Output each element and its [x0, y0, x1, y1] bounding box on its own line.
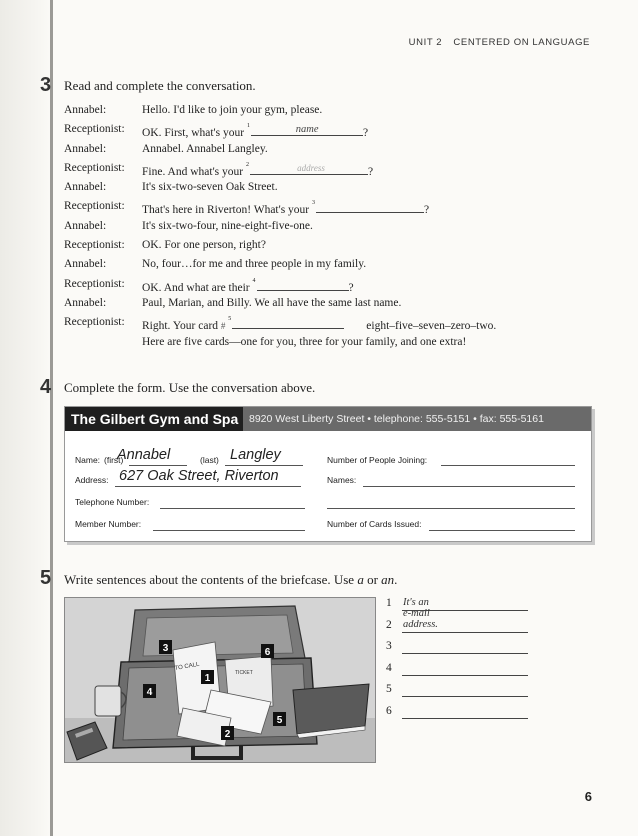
names-field-2[interactable]: [327, 507, 575, 509]
section-4-instruction: Complete the form. Use the conversation above.: [64, 380, 316, 395]
blank-number: 1: [246, 123, 250, 130]
people-joining-label: Number of People Joining:: [327, 455, 428, 465]
label-6: 6: [264, 647, 271, 658]
section-5-number: 5: [40, 567, 52, 589]
utterance-text: That's here in Riverton! What's your: [142, 204, 310, 217]
utterance: OK. For one person, right?: [142, 239, 266, 252]
ticket-text: TICKET: [235, 670, 253, 676]
telephone-label: Telephone Number:: [75, 497, 150, 507]
utterance: Paul, Marian, and Billy. We all have the same last name.: [142, 296, 402, 309]
sentence-answer: It's an e-mail address.: [403, 597, 438, 630]
sentence-blank[interactable]: [402, 718, 528, 719]
note-text: TO CALL: [174, 661, 200, 672]
form-title: The Gilbert Gym and Spa: [65, 407, 243, 431]
answer-text: name: [295, 124, 319, 136]
utterance: It's six-two-seven Oak Street.: [142, 181, 278, 194]
page-binding-shadow: [0, 0, 52, 836]
names-label: Names:: [327, 475, 357, 485]
instruction-a: a: [357, 572, 364, 587]
address-value: 627 Oak Street, Riverton: [119, 468, 279, 484]
utterance: It's six-two-four, nine-eight-five-one.: [142, 219, 313, 232]
page-number: 6: [584, 789, 592, 804]
utterance-end: ?: [367, 165, 374, 178]
running-header: [401, 37, 590, 48]
conversation: [64, 104, 524, 355]
briefcase-illustration: [64, 597, 376, 763]
speaker-label: Receptionist:: [64, 316, 125, 329]
conversation-line: [64, 181, 524, 200]
utterance: [142, 200, 429, 216]
answer-blank-5[interactable]: [232, 316, 344, 329]
blank-number: 2: [245, 161, 249, 168]
utterance-text: OK. And what are their: [142, 281, 250, 294]
member-number-field[interactable]: [153, 529, 305, 531]
utterance-end: ?: [424, 204, 430, 217]
membership-form: [64, 406, 592, 542]
answer-blank-2[interactable]: [250, 162, 368, 175]
sentence-blank[interactable]: [402, 632, 528, 633]
conversation-line: [64, 220, 524, 239]
name-label: Name:: [75, 455, 101, 465]
instruction-end: .: [394, 572, 398, 587]
first-name-label: (first): [104, 455, 124, 465]
conversation-line: [64, 239, 524, 258]
sentence-number: 6: [386, 704, 392, 717]
form-contact-info: 8920 West Liberty Street • telephone: 555-5151 • fax: 555-5161: [249, 413, 544, 425]
first-name-field[interactable]: [129, 464, 187, 466]
conversation-line: [64, 104, 524, 123]
speaker-label: Annabel:: [64, 142, 107, 155]
speaker-label: Annabel:: [64, 219, 107, 232]
sentence-number: 2: [386, 618, 392, 631]
answer-blank-4[interactable]: [257, 278, 349, 291]
sentence-blank[interactable]: [402, 696, 528, 697]
speaker-label: Annabel:: [64, 258, 107, 271]
conversation-line: [64, 316, 524, 335]
cards-issued-field[interactable]: [429, 529, 575, 531]
utterance: [142, 123, 368, 139]
utterance: [142, 316, 496, 332]
blank-number: 3: [312, 200, 316, 207]
utterance-end: ?: [362, 127, 369, 140]
section-3-number: 3: [40, 74, 52, 96]
utterance-text: Right. Your card: [142, 320, 219, 333]
names-field-1[interactable]: [363, 485, 575, 487]
address-label: Address:: [75, 475, 109, 485]
speaker-label: Annabel:: [64, 104, 107, 116]
speaker-label: Annabel:: [64, 296, 107, 309]
speaker-label: Receptionist:: [64, 161, 125, 174]
sentence-number: 4: [386, 661, 392, 674]
utterance: [142, 162, 373, 178]
conversation-line: [64, 162, 524, 181]
utterance-text: OK. First, what's your: [142, 127, 245, 140]
address-field[interactable]: [115, 485, 301, 487]
member-number-label: Member Number:: [75, 519, 142, 529]
label-2: 2: [224, 729, 231, 740]
instruction-or: or: [363, 572, 382, 587]
people-joining-field[interactable]: [441, 464, 575, 466]
header-unit: UNIT 2: [408, 37, 443, 48]
sentence-number: 1: [386, 597, 392, 609]
answer-text: address: [297, 162, 325, 173]
cards-issued-label: Number of Cards Issued:: [327, 519, 422, 529]
pencil-mark: #: [220, 321, 226, 332]
label-3: 3: [162, 643, 169, 654]
utterance: [142, 278, 354, 294]
utterance: Hello. I'd like to join your gym, please.: [142, 104, 323, 116]
section-4-number: 4: [40, 376, 52, 398]
first-name-value: Annabel: [117, 447, 171, 463]
sentence-number: 5: [386, 683, 392, 695]
briefcase-drawing: [65, 598, 375, 762]
speaker-label: Receptionist:: [64, 200, 125, 213]
blank-number: 4: [252, 277, 256, 284]
blank-number: 5: [228, 316, 232, 323]
last-name-field[interactable]: [225, 464, 303, 466]
speaker-label: Annabel:: [64, 181, 107, 194]
label-5: 5: [276, 715, 283, 726]
conversation-line: [64, 123, 524, 142]
utterance-end: ?: [348, 281, 354, 294]
last-name-label: (last): [200, 455, 219, 465]
conversation-line: [64, 143, 524, 162]
utterance: Here are five cards—one for you, three for your family, and one extra!: [142, 335, 467, 348]
utterance: No, four…for me and three people in my family.: [142, 258, 367, 271]
speaker-label: Receptionist:: [64, 277, 125, 290]
instruction-an: an: [381, 572, 395, 587]
answer-blank-3[interactable]: [316, 200, 424, 213]
section-5-instruction: [64, 572, 397, 588]
conversation-line: [64, 200, 524, 219]
sentence-number: 3: [386, 640, 392, 652]
utterance-text: Fine. And what's your: [142, 165, 244, 178]
conversation-line: [64, 336, 524, 355]
utterance-end: eight–five–seven–zero–two.: [366, 320, 497, 333]
section-3-instruction: Read and complete the conversation.: [64, 78, 256, 93]
speaker-label: Receptionist:: [64, 239, 125, 252]
header-title: CENTERED ON LANGUAGE: [453, 37, 590, 48]
instruction-text: Write sentences about the contents of the briefcase. Use: [64, 572, 358, 587]
utterance: Annabel. Annabel Langley.: [142, 142, 268, 155]
last-name-value: Langley: [230, 447, 281, 463]
speaker-label: Receptionist:: [64, 123, 125, 136]
telephone-field[interactable]: [160, 507, 305, 509]
sentence-blank[interactable]: [402, 675, 528, 676]
answer-blank-1[interactable]: [251, 123, 363, 136]
conversation-line: [64, 297, 524, 316]
page-binding-edge: [50, 0, 53, 836]
conversation-line: [64, 258, 524, 277]
conversation-line: [64, 278, 524, 297]
sentence-blank[interactable]: [402, 653, 528, 654]
label-4: 4: [146, 687, 153, 698]
label-1: 1: [204, 673, 211, 684]
